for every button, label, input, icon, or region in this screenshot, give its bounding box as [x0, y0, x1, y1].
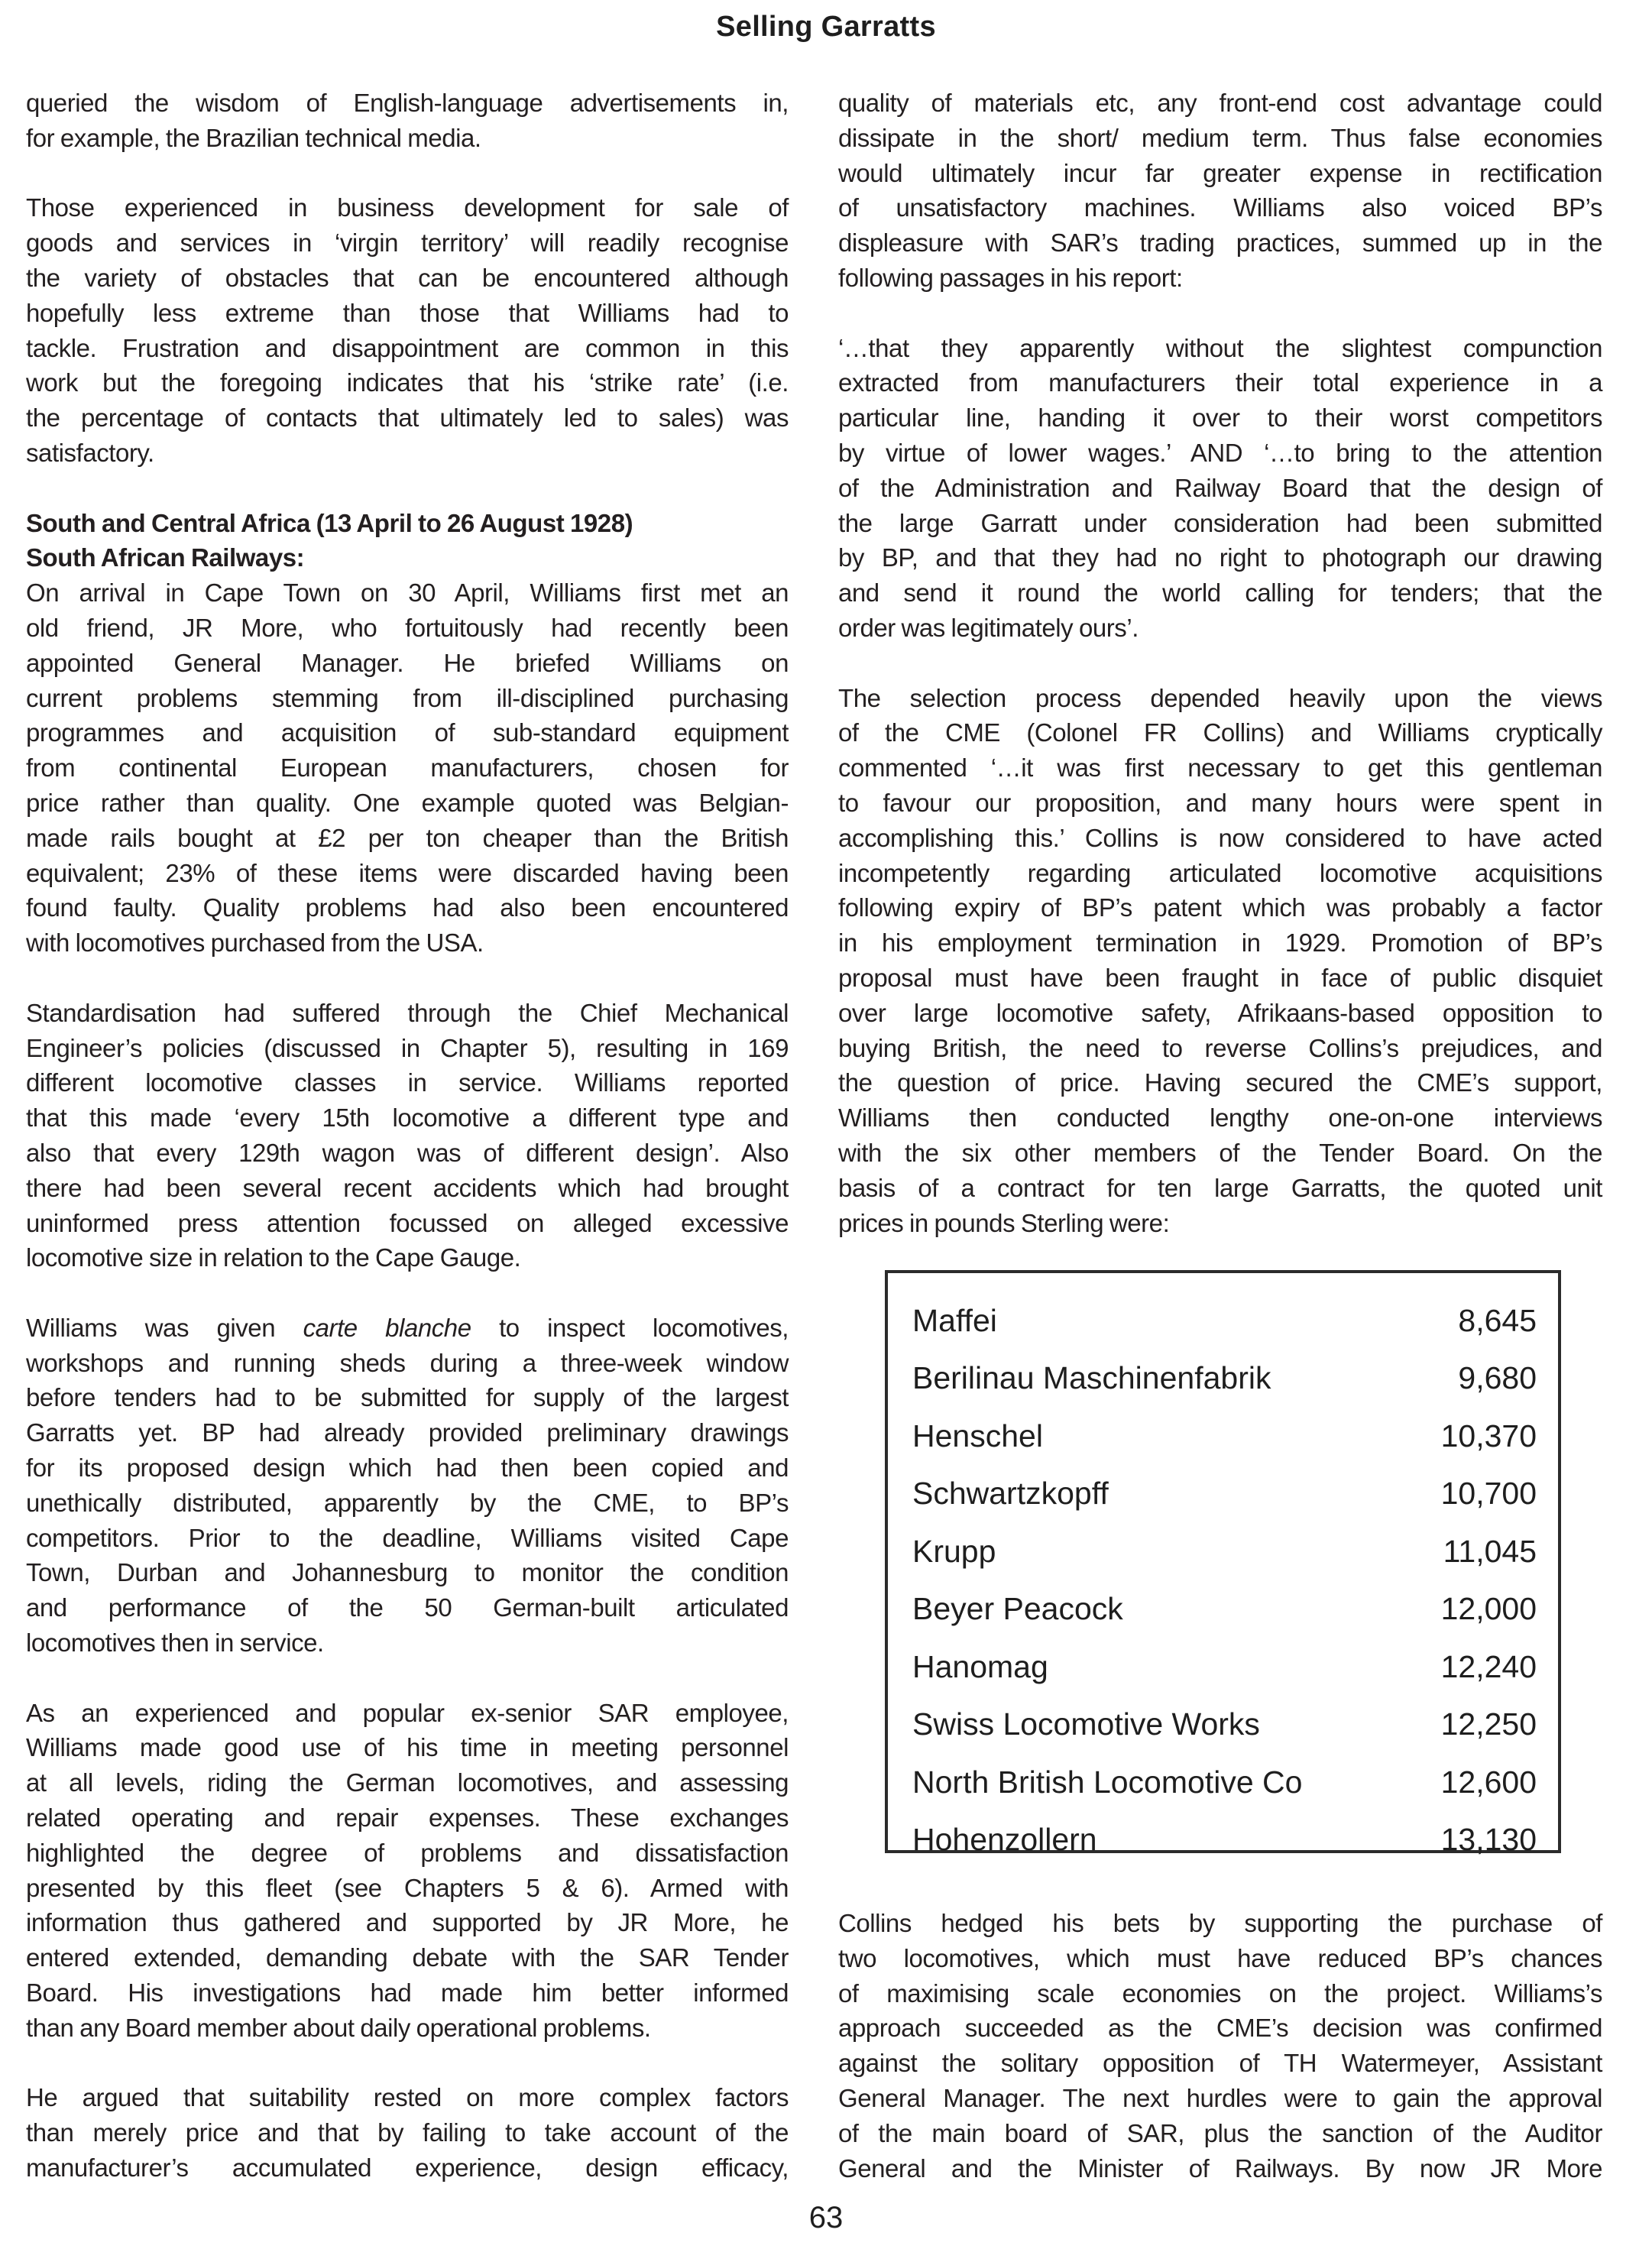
paragraph-gap [838, 296, 1602, 331]
italic-phrase: carte blanche [303, 1313, 471, 1342]
text-line: by BP, and that they had no right to photograph our drawing [838, 543, 1602, 572]
text-line: manufacturer’s accumulated experience, design efficacy, [26, 2153, 789, 2183]
text-line: particular line, handing it over to their worst competitors [838, 403, 1602, 433]
manufacturer-name: Hohenzollern [912, 1822, 1097, 1857]
paragraph [838, 331, 1602, 646]
text-line: Standardisation had suffered through the Chief Mechanical [26, 998, 789, 1027]
text-line: entered extended, demanding debate with the SAR Tender [26, 1943, 789, 1972]
paragraph-gap [26, 1275, 789, 1311]
text-line: the variety of obstacles that can be encountered although [26, 263, 789, 292]
paragraph [838, 681, 1602, 1241]
text-line: locomotive size in relation to the Cape Gauge. [26, 1243, 521, 1272]
table-row [912, 1800, 1537, 1859]
text-line: related operating and repair expenses. These exchanges [26, 1803, 789, 1833]
text-line: by virtue of lower wages.’ AND ‘…to bring to the attention [838, 438, 1602, 467]
paragraph-gap [838, 646, 1602, 681]
text-line: uninformed press attention focussed on alleged excessive [26, 1208, 789, 1237]
manufacturer-name: Beyer Peacock [912, 1591, 1123, 1626]
text-line: equivalent; 23% of these items were discarded having been [26, 858, 789, 887]
paragraph-gap [26, 1661, 789, 1696]
running-header: Selling Garratts [716, 11, 936, 43]
heading-line: South African Railways: [26, 543, 305, 572]
text-line: also that every 129th wagon was of different design’. Also [26, 1138, 789, 1167]
text-line: basis of a contract for ten large Garratts, the quoted unit [838, 1173, 1602, 1202]
unit-price: 13,130 [1440, 1822, 1537, 1857]
table-row [912, 1281, 1537, 1339]
text-line: Garratts yet. BP had already provided preliminary drawings [26, 1418, 789, 1447]
table-row [912, 1396, 1537, 1454]
manufacturer-name: Henschel [912, 1418, 1043, 1453]
text-line: following passages in his report: [838, 263, 1183, 292]
price-table [885, 1270, 1561, 1857]
text-line: queried the wisdom of English-language advertisements in, [26, 89, 789, 117]
paragraph [26, 2080, 789, 2185]
text-line: Engineer’s policies (discussed in Chapter 5), resulting in 169 [26, 1033, 789, 1062]
text-line: of the main board of SAR, plus the sanction of the Auditor [838, 2118, 1602, 2147]
text-line: information thus gathered and supported by JR More, he [26, 1908, 789, 1937]
table-row [912, 1627, 1537, 1685]
text-line: with the six other members of the Tender Board. On the [838, 1138, 1602, 1167]
text-line: before tenders had to be submitted for supply of the largest [26, 1383, 789, 1412]
text-line: current problems stemming from ill-disciplined purchasing [26, 683, 789, 712]
text-line: incompetently regarding articulated locomotive acquisitions [838, 858, 1602, 887]
manufacturer-name: Schwartzkopff [912, 1476, 1109, 1511]
paragraph-gap [26, 156, 789, 191]
table-row [912, 1512, 1537, 1570]
text-line: at all levels, riding the German locomotives, and assessing [26, 1768, 789, 1797]
text-line: proposal must have been fraught in face of public disquiet [838, 963, 1602, 992]
text-line: presented by this fleet (see Chapters 5 & 6). Armed with [26, 1873, 789, 1902]
left-column [26, 86, 789, 2186]
text-line: Collins hedged his bets by supporting the purchase of [838, 1909, 1602, 1937]
text-line: Williams then conducted lengthy one-on-one interviews [838, 1103, 1602, 1133]
text-line: He argued that suitability rested on more complex factors [26, 2083, 789, 2112]
text-line: and send it round the world calling for tenders; that the [838, 578, 1602, 608]
text-line: two locomotives, which must have reduced BP’s chances [838, 1943, 1602, 1972]
paragraph [838, 1906, 1602, 2186]
text-line: would ultimately incur far greater expense in rectification [838, 158, 1602, 187]
table-row [912, 1570, 1537, 1628]
paragraph-gap [26, 961, 789, 996]
text-line: old friend, JR More, who fortuitously had recently been [26, 613, 789, 642]
text-line: than merely price and that by failing to take account of the [26, 2118, 789, 2147]
unit-price: 12,000 [1440, 1591, 1537, 1626]
paragraph [26, 996, 789, 1275]
text-line: in his employment termination in 1929. Promotion of BP’s [838, 928, 1602, 958]
text-line: competitors. Prior to the deadline, Williams visited Cape [26, 1523, 789, 1552]
unit-price: 9,680 [1458, 1360, 1537, 1395]
text-line: displeasure with SAR’s trading practices, summed up in the [838, 228, 1602, 258]
text-line: accomplishing this.’ Collins is now considered to have acted [838, 823, 1602, 852]
text-line: extracted from manufacturers their total experience in a [838, 368, 1602, 397]
manufacturer-name: Berilinau Maschinenfabrik [912, 1360, 1271, 1395]
text-line: commented ‘…it was first necessary to get this gentleman [838, 753, 1602, 783]
text-line: the large Garratt under consideration had been submitted [838, 508, 1602, 537]
text-line: the percentage of contacts that ultimately led to sales) was [26, 403, 789, 433]
paragraph-gap [26, 2046, 789, 2081]
text-line: Williams made good use of his time in meeting personnel [26, 1733, 789, 1762]
text-line: than any Board member about daily operational problems. [26, 2013, 651, 2042]
text-line: goods and services in ‘virgin territory’ will readily recognise [26, 228, 789, 258]
manufacturer-name: Hanomag [912, 1648, 1048, 1684]
text-line: quality of materials etc, any front-end cost advantage could [838, 89, 1602, 117]
text-line: price rather than quality. One example quoted was Belgian- [26, 788, 789, 817]
unit-price: 12,600 [1440, 1764, 1537, 1800]
paragraph [26, 190, 789, 470]
text-line: General Manager. The next hurdles were to gain the approval [838, 2083, 1602, 2112]
text-line: hopefully less extreme than those that Williams had to [26, 298, 789, 327]
text-line: tackle. Frustration and disappointment are common in this [26, 333, 789, 362]
text-line: locomotives then in service. [26, 1628, 324, 1658]
table-row [912, 1339, 1537, 1397]
text-line: the question of price. Having secured the CME’s support, [838, 1068, 1602, 1097]
manufacturer-name: Krupp [912, 1533, 996, 1569]
text-line: Those experienced in business development for sale of [26, 193, 789, 222]
table-row [912, 1742, 1537, 1800]
text-line: for its proposed design which had then been copied and [26, 1453, 789, 1483]
unit-price: 12,250 [1440, 1706, 1537, 1742]
text-line: against the solitary opposition of TH Watermeyer, Assistant [838, 2049, 1602, 2078]
text-line: from continental European manufacturers, chosen for [26, 753, 789, 783]
text-line: On arrival in Cape Town on 30 April, Williams first met an [26, 578, 789, 608]
right-column-top [838, 86, 1602, 1240]
text-line: of the CME (Colonel FR Collins) and Williams cryptically [838, 718, 1602, 747]
text-line: and performance of the 50 German-built articulated [26, 1593, 789, 1622]
text-line: Town, Durban and Johannesburg to monitor the condition [26, 1558, 789, 1587]
text-line: As an experienced and popular ex-senior SAR employee, [26, 1698, 789, 1727]
text-line: buying British, the need to reverse Collins’s prejudices, and [838, 1033, 1602, 1062]
text-line: appointed General Manager. He briefed Williams on [26, 648, 789, 677]
table-row [912, 1685, 1537, 1743]
table-row [912, 1454, 1537, 1512]
text-line: that this made ‘every 15th locomotive a different type and [26, 1103, 789, 1133]
unit-price: 10,700 [1440, 1476, 1537, 1511]
text-line: made rails bought at £2 per ton cheaper than the British [26, 823, 789, 852]
text-line: there had been several recent accidents which had brought [26, 1173, 789, 1202]
unit-price: 11,045 [1443, 1533, 1537, 1569]
page-number: 63 [808, 2201, 844, 2234]
text-line: of the Administration and Railway Board that the design of [838, 473, 1602, 502]
text-line: Board. His investigations had made him better informed [26, 1978, 789, 2008]
text-line: for example, the Brazilian technical media. [26, 123, 481, 152]
paragraph [26, 1311, 789, 1661]
text-line: different locomotive classes in service. Williams reported [26, 1068, 789, 1097]
text-line: General and the Minister of Railways. By now JR More [838, 2153, 1602, 2183]
section-heading [26, 506, 789, 576]
text-line: The selection process depended heavily upon the views [838, 683, 1602, 712]
text-line: order was legitimately ours’. [838, 613, 1139, 642]
text-line: programmes and acquisition of sub-standard equipment [26, 718, 789, 747]
text-line: following expiry of BP’s patent which was probably a factor [838, 893, 1602, 922]
manufacturer-name: Maffei [912, 1302, 997, 1338]
paragraph [838, 86, 1602, 296]
heading-line: South and Central Africa (13 April to 26 August 1928) [26, 508, 633, 537]
text-line: approach succeeded as the CME’s decision was confirmed [838, 2014, 1602, 2043]
text-line: with locomotives purchased from the USA. [26, 928, 484, 958]
text-line: work but the foregoing indicates that his ‘strike rate’ (i.e. [26, 368, 789, 397]
paragraph-gap [26, 471, 789, 506]
text-line: to favour our proposition, and many hours were spent in [838, 788, 1602, 817]
unit-price: 12,240 [1440, 1648, 1537, 1684]
manufacturer-name: North British Locomotive Co [912, 1764, 1303, 1800]
right-column-bottom [838, 1906, 1602, 2186]
manufacturer-name: Swiss Locomotive Works [912, 1706, 1260, 1742]
unit-price: 8,645 [1458, 1302, 1537, 1338]
text-line: unethically distributed, apparently by the CME, to BP’s [26, 1488, 789, 1517]
text-line: highlighted the degree of problems and dissatisfaction [26, 1838, 789, 1867]
text-line: of maximising scale economies on the project. Williams’s [838, 1978, 1602, 2008]
text-line: satisfactory. [26, 438, 154, 467]
text-line: of unsatisfactory machines. Williams also voiced BP’s [838, 193, 1602, 222]
paragraph [26, 575, 789, 961]
paragraph [26, 86, 789, 156]
unit-price: 10,370 [1440, 1418, 1537, 1453]
text-line: Williams was given carte blanche to inspect locomotives, [26, 1313, 789, 1342]
text-line: prices in pounds Sterling were: [838, 1208, 1170, 1237]
text-line: ‘…that they apparently without the slightest compunction [838, 333, 1602, 362]
text-line: over large locomotive safety, Afrikaans-based opposition to [838, 998, 1602, 1027]
text-line: found faulty. Quality problems had also been encountered [26, 893, 789, 922]
paragraph [26, 1696, 789, 2046]
text-line: dissipate in the short/ medium term. Thus false economies [838, 123, 1602, 152]
text-line: workshops and running sheds during a three-week window [26, 1348, 789, 1377]
